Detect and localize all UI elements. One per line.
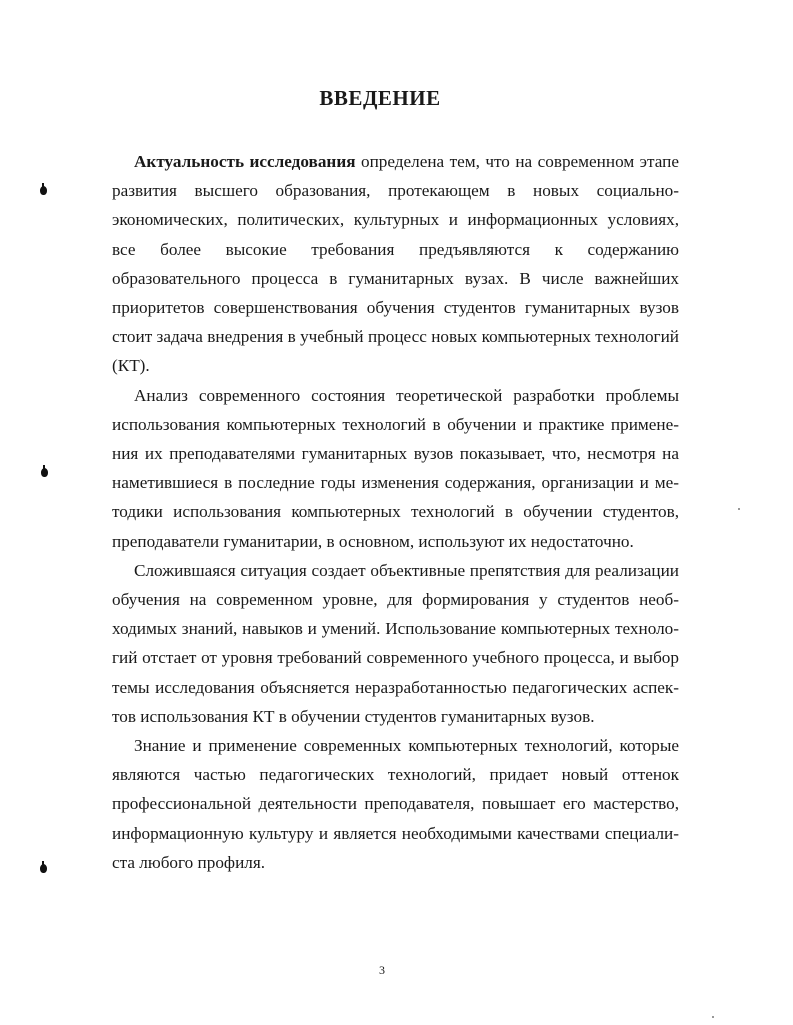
paragraph-knowledge: Знание и применение современных компьютерных технологий, которые являются частью педагогических технологий, придает новый оттенок профессиональной деятельности преподавателя, повышает его мастерство, информационную культуру и является необходимыми качествами специалиста любого профиля. — [112, 736, 679, 872]
paragraph-analysis: Анализ современного состояния теоретической разработки проблемы использования компьютерных технологий в обучении и практике применения их преподавателями гуманитарных вузов показывает, что, несмотря на наметившиеся в последние годы изменения содержания, организации и методики использования компьютерных технологий в обучении студентов, преподаватели гуманитарии, в основном, используют их недостаточно. — [112, 385, 679, 551]
document-body — [112, 147, 679, 877]
paragraph-lead: Актуальность исследования — [134, 152, 356, 171]
paragraph-situation: Сложившаяся ситуация создает объективные препятствия для реализации обучения на современном уровне, для формирования у студентов необходимых знаний, навыков и умений. Использование компьютерных технологий отстает от уровня требований современного учебного процесса, и выбор темы исследования объясняется неразработанностью педагогических аспектов использования КТ в обучении студентов гуманитарных вузов. — [112, 560, 679, 726]
page-title: ВВЕДЕНИЕ — [319, 86, 441, 110]
paragraph-relevance — [112, 147, 679, 381]
paragraph-text: определена тем, что на современном этапе развития высшего образования, протекающем в новых социально-экономических, политических, культурных и информационных условиях, все более высокие требования предъявляются к содержанию образовательного процесса в гуманитарных вузах. В числе важнейших приоритетов совершенствования обучения студентов гуманитарных вузов стоит задача внедрения в учебный процесс новых компьютерных технологий (КТ). — [112, 152, 679, 376]
binding-hole-mark-top — [40, 186, 47, 195]
scan-speck — [738, 508, 740, 510]
binding-hole-mark-middle — [41, 468, 48, 477]
binding-hole-mark-bottom — [40, 864, 47, 873]
page-number: 3 — [379, 963, 385, 977]
scan-speck — [712, 1016, 714, 1018]
